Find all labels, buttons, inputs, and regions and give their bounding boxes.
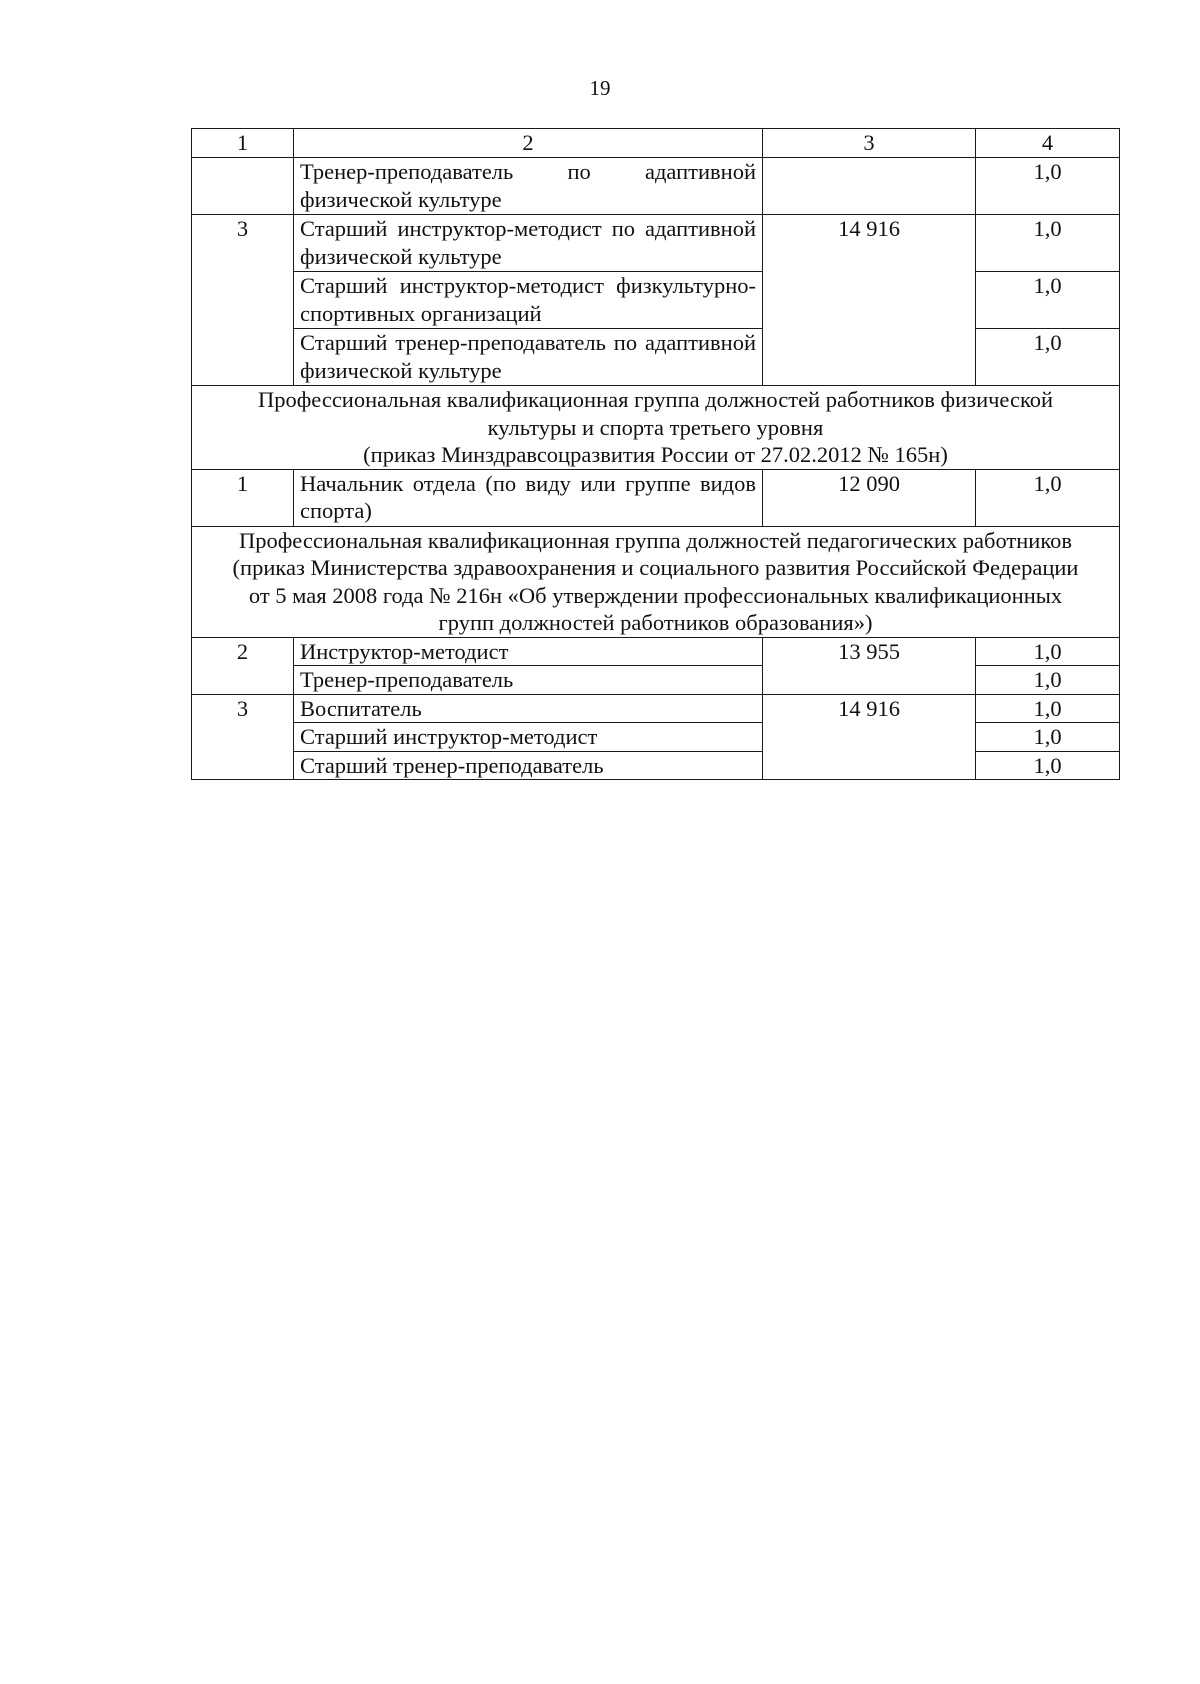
level-cell: 1: [192, 469, 294, 526]
table-row: [192, 723, 1120, 752]
position-text: Начальник отдела (по виду или группе видов спорта): [300, 470, 756, 523]
column-header-2: 2: [294, 129, 763, 158]
position-text: Старший тренер-преподаватель по адаптивной физической культуре: [300, 330, 756, 383]
position-text: Тренер-преподаватель по адаптивной физической культуре: [300, 159, 756, 212]
page-number: 19: [589, 76, 611, 100]
position-text: Воспитатель: [300, 695, 422, 721]
column-header-3: 3: [763, 129, 976, 158]
coefficient-cell: 1,0: [976, 751, 1120, 780]
level-cell: 3: [192, 215, 294, 386]
coefficient-cell: 1,0: [976, 272, 1120, 329]
group-heading-row: [192, 386, 1120, 470]
level-cell: [192, 158, 294, 215]
position-cell: [294, 469, 763, 526]
position-text: Старший инструктор-методист: [300, 724, 598, 749]
position-cell: [294, 751, 763, 780]
group-heading-cell: [192, 526, 1120, 637]
coefficient-cell: 1,0: [976, 215, 1120, 272]
position-cell: [294, 215, 763, 272]
position-cell: [294, 158, 763, 215]
group-heading-line: групп должностей работников образования»): [438, 610, 873, 635]
position-cell: [294, 723, 763, 752]
group-heading-line: (приказ Минздравсоцразвития России от 27.02.2012 № 165н): [363, 442, 948, 467]
position-cell: [294, 637, 763, 666]
salary-cell: [763, 158, 976, 215]
table-row: [192, 329, 1120, 386]
salary-cell: 14 916: [763, 694, 976, 780]
position-text: Старший инструктор-методист по адаптивной физической культуре: [300, 216, 756, 269]
coefficient-cell: 1,0: [976, 469, 1120, 526]
position-cell: [294, 272, 763, 329]
position-cell: [294, 666, 763, 695]
salary-cell: 14 916: [763, 215, 976, 386]
position-text: Старший тренер-преподаватель: [300, 752, 604, 778]
group-heading-cell: [192, 386, 1120, 470]
coefficient-cell: 1,0: [976, 723, 1120, 752]
group-heading-row: [192, 526, 1120, 637]
coefficient-cell: 1,0: [976, 694, 1120, 723]
salary-cell: 13 955: [763, 637, 976, 694]
level-cell: 3: [192, 694, 294, 780]
position-text: Старший инструктор-методист физкультурно-спортивных организаций: [300, 273, 756, 326]
group-heading-line: (приказ Министерства здравоохранения и социального развития Российской Федерации: [232, 555, 1079, 580]
position-text: Инструктор-методист: [300, 638, 509, 664]
coefficient-cell: 1,0: [976, 329, 1120, 386]
group-heading-line: от 5 мая 2008 года № 216н «Об утверждении профессиональных квалификационных: [248, 582, 1063, 608]
position-text: Тренер-преподаватель: [300, 667, 514, 692]
coefficient-cell: 1,0: [976, 158, 1120, 215]
group-heading-line: Профессиональная квалификационная группа должностей педагогических работников: [238, 527, 1073, 553]
position-cell: [294, 329, 763, 386]
table-row: [192, 469, 1120, 526]
position-cell: [294, 694, 763, 723]
coefficient-cell: 1,0: [976, 637, 1120, 666]
table-row: [192, 751, 1120, 780]
table-row: [192, 215, 1120, 272]
table-row: [192, 158, 1120, 215]
level-cell: 2: [192, 637, 294, 694]
salary-cell: 12 090: [763, 469, 976, 526]
table-row: [192, 666, 1120, 695]
column-header-4: 4: [976, 129, 1120, 158]
column-header-1: 1: [192, 129, 294, 158]
coefficient-cell: 1,0: [976, 666, 1120, 695]
table-row: [192, 272, 1120, 329]
table-row: [192, 694, 1120, 723]
group-heading-line: Профессиональная квалификационная группа должностей работников физической: [257, 387, 1054, 412]
table-row: [192, 637, 1120, 666]
group-heading-line: культуры и спорта третьего уровня: [487, 414, 824, 440]
header-row: [192, 129, 1120, 158]
salary-table: [191, 128, 1120, 780]
